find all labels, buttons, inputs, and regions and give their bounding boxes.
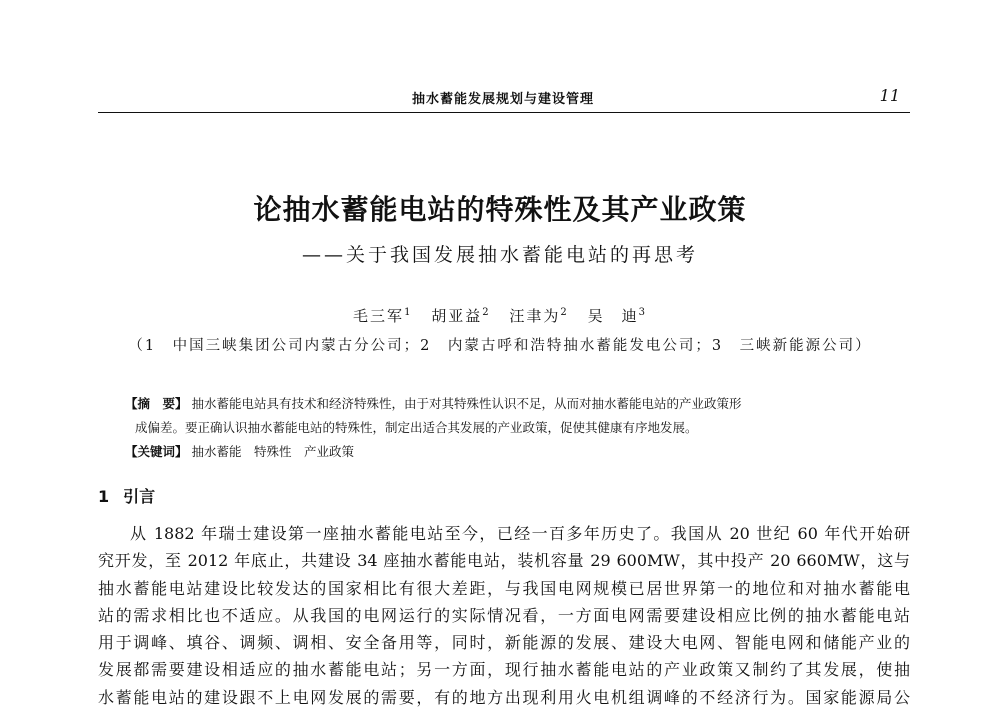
body-line: 站的需求相比也不适应。从我国的电网运行的实际情况看，一方面电网需要建设相应比例的抽水蓄能电站 (98, 605, 910, 625)
author: 毛三军$^1$ (353, 307, 413, 325)
body-line: 究开发，至 2012 年底止，共建设 34 座抽水蓄能电站，装机容量 29 600MW，其中投产 20 660MW，这与 (98, 551, 910, 571)
author-list (0, 305, 1000, 326)
article-subtitle: ——关于我国发展抽水蓄能电站的再思考 (301, 244, 698, 266)
keywords-line (125, 440, 885, 464)
author: 吴 迪$^3$ (587, 307, 647, 325)
running-header (98, 84, 908, 114)
abstract-label: 【摘 要】 (125, 396, 188, 411)
section-number: 1 (98, 487, 110, 506)
keywords-label: 【关键词】 (125, 444, 188, 459)
header-rule-accent (395, 112, 645, 113)
body-paragraph (98, 520, 910, 711)
article-title: 论抽水蓄能电站的特殊性及其产业政策 (253, 193, 747, 226)
body-line: 用于调峰、填谷、调频、调相、安全备用等，同时，新能源的发展、建设大电网、智能电网和储能产业的 (98, 633, 910, 653)
body-line: 从 1882 年瑞士建设第一座抽水蓄能电站至今，已经一百多年历史了。我国从 20 世纪 60 年代开始研 (130, 524, 910, 543)
running-title: 抽水蓄能发展规划与建设管理 (411, 92, 594, 107)
body-line: 水蓄能电站的建设跟不上电网发展的需要，有的地方出现利用火电机组调峰的不经济行为。国家能源局公 (98, 687, 910, 707)
author: 汪聿为$^2$ (509, 307, 569, 325)
body-line: 抽水蓄能电站建设比较发达的国家相比有很大差距，与我国电网规模已居世界第一的地位和对抽水蓄能电 (98, 578, 910, 598)
keywords-text: 抽水蓄能 特殊性 产业政策 (191, 444, 355, 459)
author: 胡亚益$^2$ (431, 307, 491, 325)
section-title: 引言 (123, 487, 156, 506)
affiliations: （1 中国三峡集团公司内蒙古分公司；2 内蒙古呼和浩特抽水蓄能发电公司；3 三峡新能源公司） (128, 338, 872, 354)
section-heading (98, 484, 155, 507)
abstract-line (125, 416, 885, 440)
abstract-text: 成偏差。要正确认识抽水蓄能电站的特殊性，制定出适合其发展的产业政策，促使其健康有序地发展。 (135, 420, 698, 435)
abstract-text: 抽水蓄能电站具有技术和经济特殊性，由于对其特殊性认识不足，从而对抽水蓄能电站的产业政策形 (191, 396, 742, 411)
page-number: 11 (879, 86, 900, 105)
body-line: 发展都需要建设相适应的抽水蓄能电站；另一方面，现行抽水蓄能电站的产业政策又制约了其发展，使抽 (98, 660, 910, 680)
abstract-line (125, 392, 885, 416)
abstract-block (125, 392, 885, 464)
